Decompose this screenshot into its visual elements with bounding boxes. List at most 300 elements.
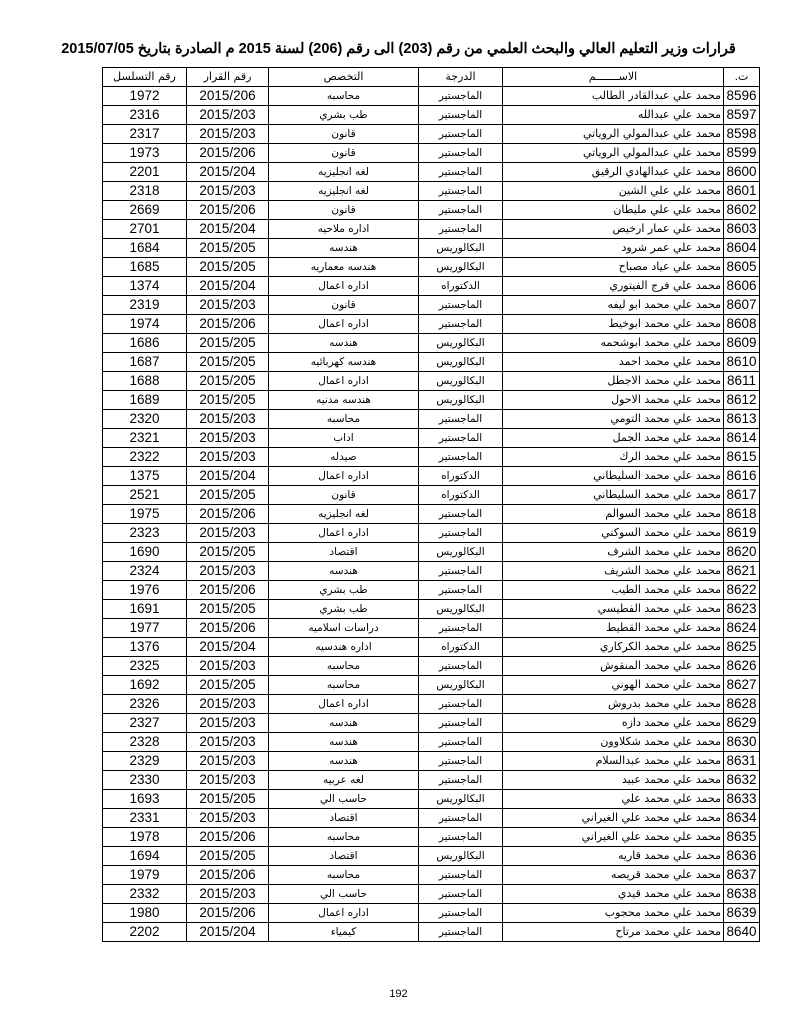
- header-decision-no: رقم القرار: [187, 68, 269, 87]
- cell-num: 8614: [724, 429, 760, 448]
- cell-degree: البكالوريس: [419, 600, 503, 619]
- cell-decision-no: 2015/205: [187, 334, 269, 353]
- table-row: [103, 543, 760, 562]
- cell-num: 8608: [724, 315, 760, 334]
- cell-degree: الماجستير: [419, 619, 503, 638]
- cell-degree: البكالوريس: [419, 676, 503, 695]
- header-specialization: التخصص: [269, 68, 419, 87]
- cell-num: 8629: [724, 714, 760, 733]
- cell-specialization: اداره اعمال: [269, 372, 419, 391]
- cell-degree: البكالوريس: [419, 239, 503, 258]
- cell-specialization: اقتصاد: [269, 809, 419, 828]
- table-row: [103, 258, 760, 277]
- cell-decision-no: 2015/203: [187, 771, 269, 790]
- cell-serial-no: 2331: [103, 809, 187, 828]
- cell-serial-no: 1690: [103, 543, 187, 562]
- cell-serial-no: 2319: [103, 296, 187, 315]
- cell-decision-no: 2015/204: [187, 467, 269, 486]
- cell-num: 8600: [724, 163, 760, 182]
- cell-specialization: لغه عربيه: [269, 771, 419, 790]
- cell-serial-no: 2322: [103, 448, 187, 467]
- cell-specialization: اداره اعمال: [269, 904, 419, 923]
- cell-num: 8640: [724, 923, 760, 942]
- cell-specialization: هندسه: [269, 562, 419, 581]
- cell-name: محمد علي محمد الهوني: [503, 676, 724, 695]
- cell-serial-no: 2320: [103, 410, 187, 429]
- cell-num: 8596: [724, 87, 760, 106]
- cell-name: محمد علي محمد المنقوش: [503, 657, 724, 676]
- cell-name: محمد علي عبدالقادر الطالب: [503, 87, 724, 106]
- cell-specialization: هندسه كهربائيه: [269, 353, 419, 372]
- cell-serial-no: 2318: [103, 182, 187, 201]
- cell-degree: الدكتوراه: [419, 638, 503, 657]
- cell-specialization: طب بشري: [269, 581, 419, 600]
- cell-name: محمد علي محمد شكلاوون: [503, 733, 724, 752]
- cell-degree: الماجستير: [419, 771, 503, 790]
- cell-serial-no: 1689: [103, 391, 187, 410]
- cell-degree: الماجستير: [419, 163, 503, 182]
- cell-serial-no: 2323: [103, 524, 187, 543]
- cell-serial-no: 1684: [103, 239, 187, 258]
- page-number: 192: [389, 988, 408, 1000]
- cell-degree: الدكتوراه: [419, 467, 503, 486]
- cell-num: 8601: [724, 182, 760, 201]
- cell-serial-no: 1687: [103, 353, 187, 372]
- table-row: [103, 562, 760, 581]
- cell-degree: الماجستير: [419, 714, 503, 733]
- cell-specialization: صيدله: [269, 448, 419, 467]
- cell-num: 8597: [724, 106, 760, 125]
- cell-name: محمد علي عبدالمولي الروياتي: [503, 125, 724, 144]
- cell-degree: الماجستير: [419, 296, 503, 315]
- cell-specialization: هندسه: [269, 733, 419, 752]
- table-row: [103, 847, 760, 866]
- cell-degree: الماجستير: [419, 923, 503, 942]
- cell-num: 8610: [724, 353, 760, 372]
- cell-specialization: محاسبه: [269, 657, 419, 676]
- table-row: [103, 505, 760, 524]
- cell-specialization: قانون: [269, 486, 419, 505]
- cell-num: 8603: [724, 220, 760, 239]
- cell-specialization: لغه انجليزيه: [269, 163, 419, 182]
- cell-name: محمد علي محمد التومي: [503, 410, 724, 429]
- table-row: [103, 106, 760, 125]
- cell-name: محمد علي محمد عبيد: [503, 771, 724, 790]
- cell-serial-no: 1691: [103, 600, 187, 619]
- document-title: قرارات وزير التعليم العالي والبحث العلمي من رقم (203) الى رقم (206) لسنة 2015 م الصادرة بتاريخ 2015/07/05: [61, 41, 736, 57]
- cell-decision-no: 2015/206: [187, 904, 269, 923]
- cell-serial-no: 1975: [103, 505, 187, 524]
- table-row: [103, 353, 760, 372]
- cell-specialization: اقتصاد: [269, 543, 419, 562]
- cell-specialization: اقتصاد: [269, 847, 419, 866]
- cell-num: 8611: [724, 372, 760, 391]
- cell-specialization: حاسب الي: [269, 885, 419, 904]
- cell-name: محمد علي عمار ارخيص: [503, 220, 724, 239]
- cell-specialization: قانون: [269, 125, 419, 144]
- cell-serial-no: 2316: [103, 106, 187, 125]
- cell-degree: الدكتوراه: [419, 486, 503, 505]
- cell-name: محمد علي محمد الشرف: [503, 543, 724, 562]
- cell-serial-no: 1974: [103, 315, 187, 334]
- cell-name: محمد علي محمد ابو ليفه: [503, 296, 724, 315]
- cell-name: محمد علي محمد قيدي: [503, 885, 724, 904]
- cell-num: 8609: [724, 334, 760, 353]
- cell-num: 8622: [724, 581, 760, 600]
- table-row: [103, 828, 760, 847]
- cell-name: محمد علي محمد ابوشحمه: [503, 334, 724, 353]
- cell-serial-no: 2201: [103, 163, 187, 182]
- cell-num: 8634: [724, 809, 760, 828]
- cell-serial-no: 1977: [103, 619, 187, 638]
- cell-specialization: دراسات اسلاميه: [269, 619, 419, 638]
- cell-degree: الماجستير: [419, 87, 503, 106]
- cell-serial-no: 1972: [103, 87, 187, 106]
- table-row: [103, 600, 760, 619]
- table-row: [103, 733, 760, 752]
- cell-degree: البكالوريس: [419, 258, 503, 277]
- cell-degree: الماجستير: [419, 106, 503, 125]
- table-row: [103, 87, 760, 106]
- cell-specialization: حاسب الي: [269, 790, 419, 809]
- cell-num: 8623: [724, 600, 760, 619]
- cell-num: 8635: [724, 828, 760, 847]
- cell-decision-no: 2015/206: [187, 144, 269, 163]
- table-row: [103, 695, 760, 714]
- cell-serial-no: 2701: [103, 220, 187, 239]
- cell-num: 8602: [724, 201, 760, 220]
- cell-serial-no: 2326: [103, 695, 187, 714]
- cell-decision-no: 2015/203: [187, 809, 269, 828]
- cell-degree: الماجستير: [419, 429, 503, 448]
- cell-decision-no: 2015/205: [187, 790, 269, 809]
- cell-name: محمد علي عبدالمولي الروياتي: [503, 144, 724, 163]
- cell-specialization: محاسبه: [269, 87, 419, 106]
- table-row: [103, 429, 760, 448]
- cell-serial-no: 2324: [103, 562, 187, 581]
- cell-num: 8606: [724, 277, 760, 296]
- cell-specialization: هندسه: [269, 752, 419, 771]
- cell-degree: الماجستير: [419, 220, 503, 239]
- table-body: [103, 87, 760, 942]
- cell-decision-no: 2015/203: [187, 752, 269, 771]
- cell-serial-no: 1976: [103, 581, 187, 600]
- header-num: ت.: [724, 68, 760, 87]
- table-row: [103, 524, 760, 543]
- cell-num: 8613: [724, 410, 760, 429]
- cell-degree: الماجستير: [419, 695, 503, 714]
- cell-serial-no: 1374: [103, 277, 187, 296]
- cell-num: 8605: [724, 258, 760, 277]
- cell-specialization: لغه انجليزيه: [269, 505, 419, 524]
- cell-degree: الماجستير: [419, 448, 503, 467]
- cell-serial-no: 1376: [103, 638, 187, 657]
- cell-name: محمد علي عبدالهادي الرقيق: [503, 163, 724, 182]
- cell-decision-no: 2015/205: [187, 239, 269, 258]
- cell-decision-no: 2015/205: [187, 600, 269, 619]
- cell-decision-no: 2015/203: [187, 562, 269, 581]
- cell-name: محمد علي محمد الفطيسي: [503, 600, 724, 619]
- cell-decision-no: 2015/203: [187, 524, 269, 543]
- cell-decision-no: 2015/203: [187, 657, 269, 676]
- cell-decision-no: 2015/205: [187, 676, 269, 695]
- cell-specialization: هندسه: [269, 714, 419, 733]
- cell-specialization: محاسبه: [269, 676, 419, 695]
- cell-name: محمد علي محمد محجوب: [503, 904, 724, 923]
- cell-specialization: لغه انجليزيه: [269, 182, 419, 201]
- cell-serial-no: 1694: [103, 847, 187, 866]
- cell-name: محمد علي فرج الفيتوري: [503, 277, 724, 296]
- cell-name: محمد علي محمد قاريه: [503, 847, 724, 866]
- cell-degree: الماجستير: [419, 182, 503, 201]
- cell-num: 8604: [724, 239, 760, 258]
- cell-specialization: محاسبه: [269, 828, 419, 847]
- cell-name: محمد علي محمد الكركاري: [503, 638, 724, 657]
- cell-serial-no: 1686: [103, 334, 187, 353]
- cell-name: محمد علي محمد بدروش: [503, 695, 724, 714]
- cell-specialization: هندسه مدنيه: [269, 391, 419, 410]
- cell-specialization: هندسه: [269, 334, 419, 353]
- cell-degree: الماجستير: [419, 752, 503, 771]
- cell-degree: الدكتوراه: [419, 277, 503, 296]
- cell-name: محمد علي محمد قريصه: [503, 866, 724, 885]
- cell-decision-no: 2015/205: [187, 847, 269, 866]
- cell-decision-no: 2015/204: [187, 638, 269, 657]
- cell-num: 8639: [724, 904, 760, 923]
- cell-specialization: اداره اعمال: [269, 695, 419, 714]
- cell-specialization: طب بشري: [269, 106, 419, 125]
- cell-degree: الماجستير: [419, 505, 503, 524]
- table-row: [103, 904, 760, 923]
- cell-degree: البكالوريس: [419, 372, 503, 391]
- cell-num: 8615: [724, 448, 760, 467]
- table-row: [103, 923, 760, 942]
- cell-num: 8625: [724, 638, 760, 657]
- cell-degree: الماجستير: [419, 410, 503, 429]
- table-row: [103, 676, 760, 695]
- table-row: [103, 296, 760, 315]
- cell-serial-no: 2321: [103, 429, 187, 448]
- cell-degree: البكالوريس: [419, 391, 503, 410]
- cell-degree: الماجستير: [419, 657, 503, 676]
- cell-decision-no: 2015/206: [187, 581, 269, 600]
- cell-decision-no: 2015/205: [187, 258, 269, 277]
- cell-specialization: هندسه معماريه: [269, 258, 419, 277]
- cell-name: محمد علي محمد الرك: [503, 448, 724, 467]
- cell-name: محمد علي محمد علي الغيراني: [503, 828, 724, 847]
- cell-name: محمد علي محمد السوالم: [503, 505, 724, 524]
- table-row: [103, 372, 760, 391]
- cell-name: محمد علي عمر شرود: [503, 239, 724, 258]
- cell-num: 8620: [724, 543, 760, 562]
- cell-name: محمد علي محمد علي الغيراني: [503, 809, 724, 828]
- cell-degree: الماجستير: [419, 828, 503, 847]
- table-row: [103, 467, 760, 486]
- cell-decision-no: 2015/204: [187, 277, 269, 296]
- cell-num: 8632: [724, 771, 760, 790]
- table-row: [103, 714, 760, 733]
- cell-name: محمد علي عبدالله: [503, 106, 724, 125]
- cell-decision-no: 2015/203: [187, 714, 269, 733]
- cell-specialization: هندسه: [269, 239, 419, 258]
- cell-degree: الماجستير: [419, 733, 503, 752]
- table-row: [103, 581, 760, 600]
- cell-num: 8619: [724, 524, 760, 543]
- cell-name: محمد علي محمد عبدالسلام: [503, 752, 724, 771]
- cell-name: محمد علي محمد مرتاح: [503, 923, 724, 942]
- cell-num: 8612: [724, 391, 760, 410]
- cell-serial-no: 2325: [103, 657, 187, 676]
- cell-num: 8617: [724, 486, 760, 505]
- cell-serial-no: 2327: [103, 714, 187, 733]
- cell-decision-no: 2015/206: [187, 201, 269, 220]
- table-row: [103, 790, 760, 809]
- cell-serial-no: 2202: [103, 923, 187, 942]
- cell-num: 8626: [724, 657, 760, 676]
- cell-serial-no: 1692: [103, 676, 187, 695]
- cell-degree: الماجستير: [419, 315, 503, 334]
- table-row: [103, 410, 760, 429]
- cell-degree: البكالوريس: [419, 847, 503, 866]
- cell-specialization: اداره اعمال: [269, 524, 419, 543]
- table-row: [103, 771, 760, 790]
- cell-num: 8607: [724, 296, 760, 315]
- cell-serial-no: 1693: [103, 790, 187, 809]
- cell-decision-no: 2015/206: [187, 505, 269, 524]
- cell-num: 8598: [724, 125, 760, 144]
- header-degree: الدرجة: [419, 68, 503, 87]
- table-row: [103, 885, 760, 904]
- cell-num: 8636: [724, 847, 760, 866]
- cell-decision-no: 2015/205: [187, 353, 269, 372]
- cell-decision-no: 2015/205: [187, 543, 269, 562]
- cell-degree: الماجستير: [419, 201, 503, 220]
- decisions-table: [102, 67, 760, 942]
- cell-decision-no: 2015/205: [187, 372, 269, 391]
- cell-decision-no: 2015/204: [187, 163, 269, 182]
- table-row: [103, 391, 760, 410]
- cell-num: 8618: [724, 505, 760, 524]
- table-row: [103, 182, 760, 201]
- cell-num: 8624: [724, 619, 760, 638]
- cell-decision-no: 2015/203: [187, 296, 269, 315]
- table-row: [103, 277, 760, 296]
- cell-specialization: اداره اعمال: [269, 315, 419, 334]
- cell-name: محمد علي محمد السليطاني: [503, 467, 724, 486]
- cell-degree: الماجستير: [419, 144, 503, 163]
- cell-name: محمد علي علي مليطان: [503, 201, 724, 220]
- cell-degree: الماجستير: [419, 885, 503, 904]
- cell-serial-no: 1980: [103, 904, 187, 923]
- cell-num: 8599: [724, 144, 760, 163]
- cell-specialization: اداره ملاحيه: [269, 220, 419, 239]
- cell-decision-no: 2015/206: [187, 87, 269, 106]
- cell-num: 8627: [724, 676, 760, 695]
- cell-name: محمد علي محمد السليطاني: [503, 486, 724, 505]
- table-row: [103, 448, 760, 467]
- cell-specialization: محاسبه: [269, 410, 419, 429]
- cell-decision-no: 2015/203: [187, 410, 269, 429]
- cell-serial-no: 1688: [103, 372, 187, 391]
- table-row: [103, 125, 760, 144]
- cell-serial-no: 2317: [103, 125, 187, 144]
- cell-serial-no: 2330: [103, 771, 187, 790]
- table-row: [103, 315, 760, 334]
- cell-decision-no: 2015/206: [187, 828, 269, 847]
- table-row: [103, 334, 760, 353]
- cell-serial-no: 1979: [103, 866, 187, 885]
- cell-decision-no: 2015/204: [187, 220, 269, 239]
- cell-num: 8621: [724, 562, 760, 581]
- table-row: [103, 163, 760, 182]
- cell-specialization: طب بشري: [269, 600, 419, 619]
- table-row: [103, 220, 760, 239]
- cell-serial-no: 2669: [103, 201, 187, 220]
- cell-decision-no: 2015/203: [187, 885, 269, 904]
- cell-serial-no: 2521: [103, 486, 187, 505]
- cell-decision-no: 2015/203: [187, 182, 269, 201]
- cell-specialization: اداره هندسيه: [269, 638, 419, 657]
- cell-decision-no: 2015/206: [187, 866, 269, 885]
- cell-name: محمد علي محمد الاجطل: [503, 372, 724, 391]
- cell-degree: الماجستير: [419, 524, 503, 543]
- cell-specialization: محاسبه: [269, 866, 419, 885]
- cell-name: محمد علي محمد القطيط: [503, 619, 724, 638]
- cell-degree: البكالوريس: [419, 543, 503, 562]
- cell-degree: الماجستير: [419, 581, 503, 600]
- cell-decision-no: 2015/203: [187, 733, 269, 752]
- cell-num: 8616: [724, 467, 760, 486]
- table-row: [103, 619, 760, 638]
- cell-decision-no: 2015/203: [187, 106, 269, 125]
- cell-serial-no: 2332: [103, 885, 187, 904]
- cell-degree: الماجستير: [419, 125, 503, 144]
- table-row: [103, 657, 760, 676]
- cell-degree: البكالوريس: [419, 790, 503, 809]
- cell-num: 8633: [724, 790, 760, 809]
- cell-num: 8631: [724, 752, 760, 771]
- cell-name: محمد علي محمد احمد: [503, 353, 724, 372]
- cell-num: 8638: [724, 885, 760, 904]
- cell-name: محمد علي محمد الطيب: [503, 581, 724, 600]
- cell-degree: الماجستير: [419, 904, 503, 923]
- header-name: الاســـــــم: [503, 68, 724, 87]
- table-header-row: [103, 68, 760, 87]
- cell-name: محمد علي محمد ابوخيط: [503, 315, 724, 334]
- cell-degree: الماجستير: [419, 866, 503, 885]
- cell-degree: الماجستير: [419, 562, 503, 581]
- cell-degree: الماجستير: [419, 809, 503, 828]
- cell-specialization: قانون: [269, 296, 419, 315]
- cell-name: محمد علي علي الشين: [503, 182, 724, 201]
- cell-name: محمد علي محمد الجمل: [503, 429, 724, 448]
- cell-decision-no: 2015/206: [187, 619, 269, 638]
- cell-specialization: كيمياء: [269, 923, 419, 942]
- cell-decision-no: 2015/205: [187, 486, 269, 505]
- table-row: [103, 752, 760, 771]
- cell-decision-no: 2015/206: [187, 315, 269, 334]
- cell-name: محمد علي محمد الاحول: [503, 391, 724, 410]
- cell-specialization: اداره اعمال: [269, 277, 419, 296]
- cell-decision-no: 2015/203: [187, 448, 269, 467]
- cell-specialization: اداب: [269, 429, 419, 448]
- cell-serial-no: 1375: [103, 467, 187, 486]
- header-serial-no: رقم التسلسل: [103, 68, 187, 87]
- cell-decision-no: 2015/203: [187, 695, 269, 714]
- cell-serial-no: 1978: [103, 828, 187, 847]
- cell-decision-no: 2015/203: [187, 429, 269, 448]
- table-row: [103, 201, 760, 220]
